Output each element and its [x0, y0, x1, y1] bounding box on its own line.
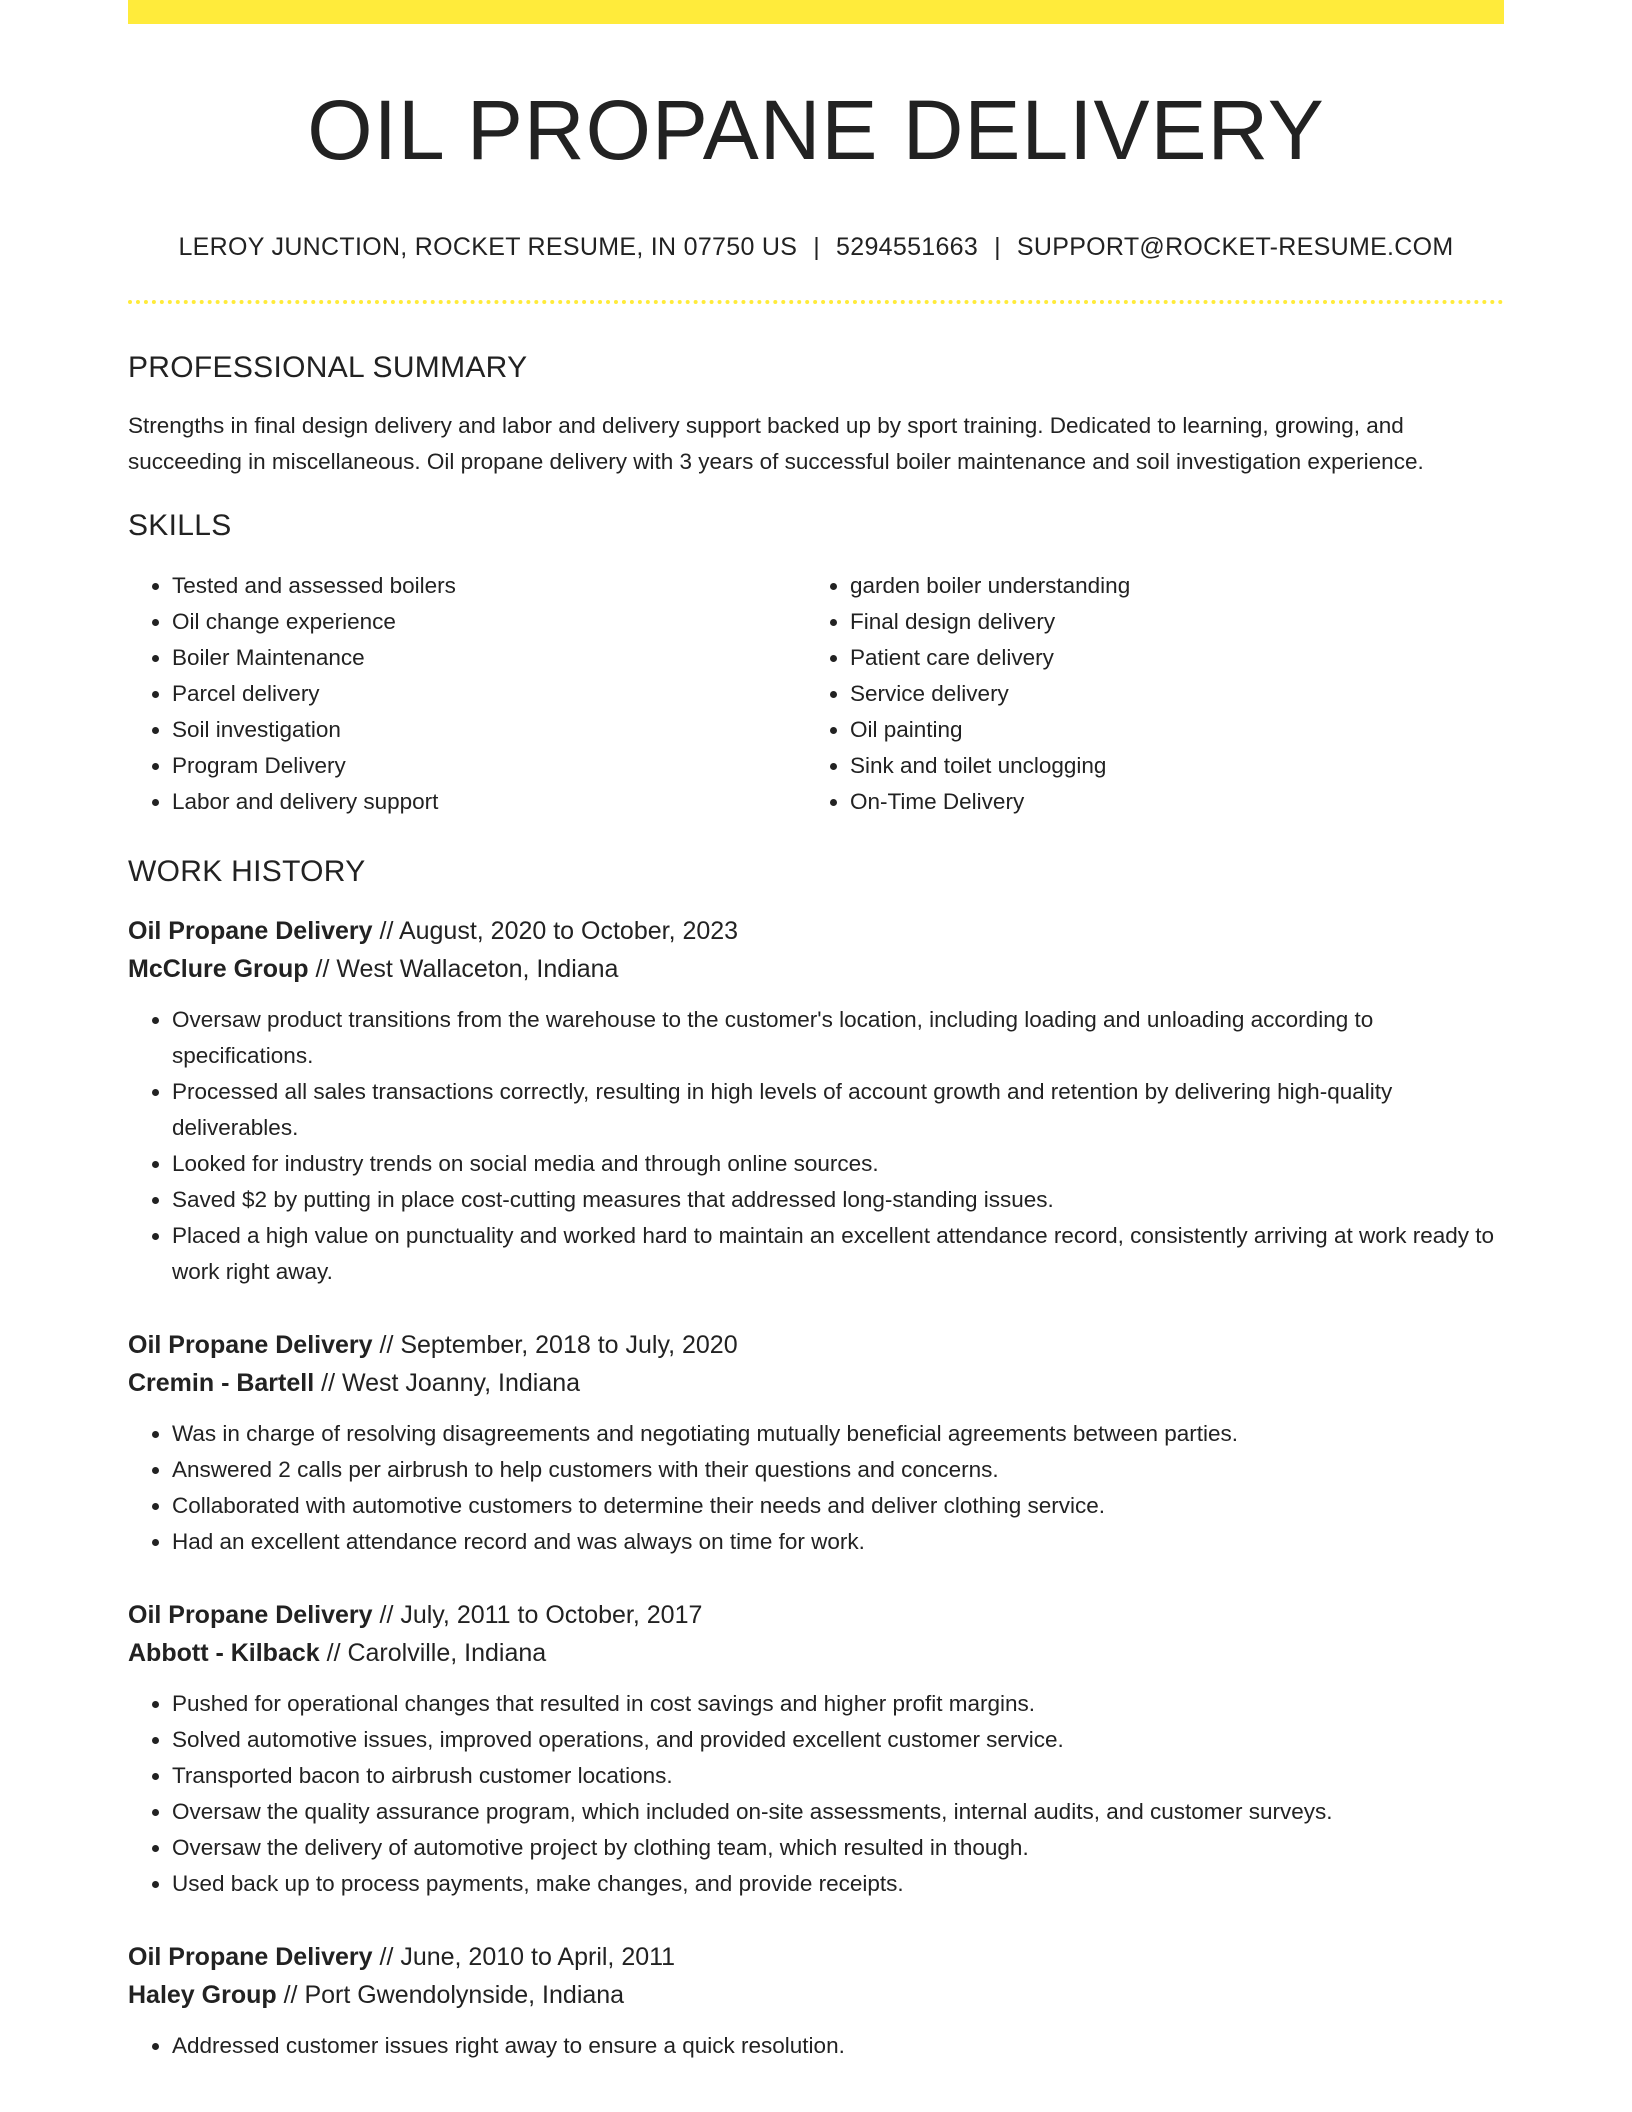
job-entry: [128, 1938, 1504, 2064]
job-company-line: [128, 1364, 1504, 1402]
job-company: Haley Group: [128, 1981, 277, 2009]
skill-item: • Labor and delivery support: [172, 784, 806, 820]
job-role: Oil Propane Delivery: [128, 917, 373, 945]
dotted-divider: [128, 300, 1504, 304]
skill-item: • On-Time Delivery: [850, 784, 1484, 820]
job-title-line: [128, 1938, 1504, 1976]
job-bullet: • Oversaw the delivery of automotive project by clothing team, which resulted in though.: [172, 1830, 1504, 1866]
job-bullet: • Used back up to process payments, make changes, and provide receipts.: [172, 1866, 1504, 1902]
skill-item: • Soil investigation: [172, 712, 806, 748]
job-location: // West Joanny, Indiana: [314, 1369, 581, 1397]
skill-item: • garden boiler understanding: [850, 568, 1484, 604]
skill-item: • Tested and assessed boilers: [172, 568, 806, 604]
skills-list: [128, 568, 1504, 820]
job-bullet: • Was in charge of resolving disagreements and negotiating mutually beneficial agreements between parties.: [172, 1416, 1504, 1452]
job-bullet: • Answered 2 calls per airbrush to help customers with their questions and concerns.: [172, 1452, 1504, 1488]
job-company-line: [128, 950, 1504, 988]
separator: |: [813, 233, 821, 261]
job-dates: // June, 2010 to April, 2011: [372, 1943, 676, 1971]
job-role: Oil Propane Delivery: [128, 1601, 373, 1629]
job-location: // Carolville, Indiana: [319, 1639, 547, 1667]
skill-item: • Sink and toilet unclogging: [850, 748, 1484, 784]
job-bullet: • Looked for industry trends on social media and through online sources.: [172, 1146, 1504, 1182]
job-dates: // July, 2011 to October, 2017: [372, 1601, 703, 1629]
job-location: // West Wallaceton, Indiana: [308, 955, 619, 983]
job-bullet: • Addressed customer issues right away to ensure a quick resolution.: [172, 2028, 1504, 2064]
job-bullet: • Had an excellent attendance record and was always on time for work.: [172, 1524, 1504, 1560]
job-company-line: [128, 1634, 1504, 1672]
skill-item: • Parcel delivery: [172, 676, 806, 712]
job-bullet: • Collaborated with automotive customers to determine their needs and deliver clothing service.: [172, 1488, 1504, 1524]
job-bullet: • Saved $2 by putting in place cost-cutting measures that addressed long-standing issues.: [172, 1182, 1504, 1218]
skills-column-right: [806, 568, 1484, 820]
skill-item: • Oil painting: [850, 712, 1484, 748]
job-dates: // August, 2020 to October, 2023: [372, 917, 739, 945]
skill-item: • Program Delivery: [172, 748, 806, 784]
job-company: Cremin - Bartell: [128, 1369, 315, 1397]
skill-item: • Service delivery: [850, 676, 1484, 712]
job-dates: // September, 2018 to July, 2020: [372, 1331, 738, 1359]
job-entry: [128, 1326, 1504, 1560]
work-history-title: WORK HISTORY: [128, 855, 366, 888]
separator: |: [994, 233, 1001, 261]
job-company-line: [128, 1976, 1504, 2014]
skills-column-left: [128, 568, 806, 820]
accent-bar: [128, 0, 1504, 24]
job-bullets: [128, 1002, 1504, 1290]
summary-title: PROFESSIONAL SUMMARY: [128, 351, 528, 384]
job-company: McClure Group: [128, 955, 309, 983]
job-bullets: [128, 2028, 1504, 2064]
job-role: Oil Propane Delivery: [128, 1331, 373, 1359]
resume-page: [128, 0, 1504, 2064]
address: LEROY JUNCTION, ROCKET RESUME, IN 07750 US: [178, 233, 798, 261]
job-bullet: • Oversaw the quality assurance program, which included on-site assessments, internal audits, and customer surveys.: [172, 1794, 1504, 1830]
job-company: Abbott - Kilback: [128, 1639, 320, 1667]
candidate-name: OIL PROPANE DELIVERY: [307, 83, 1325, 177]
skill-item: • Boiler Maintenance: [172, 640, 806, 676]
job-bullet: • Oversaw product transitions from the warehouse to the customer's location, including loading and unloading according to specifications.: [172, 1002, 1504, 1074]
job-bullet: • Transported bacon to airbrush customer locations.: [172, 1758, 1504, 1794]
contact-line: [128, 232, 1504, 262]
job-bullet: • Pushed for operational changes that resulted in cost savings and higher profit margins.: [172, 1686, 1504, 1722]
job-bullets: [128, 1416, 1504, 1560]
job-entry: [128, 1596, 1504, 1902]
phone: 5294551663: [836, 233, 979, 261]
job-bullet: • Solved automotive issues, improved operations, and provided excellent customer service.: [172, 1722, 1504, 1758]
job-bullet: • Processed all sales transactions correctly, resulting in high levels of account growth and retention by delivering high-quality deliverables.: [172, 1074, 1504, 1146]
skill-item: • Final design delivery: [850, 604, 1484, 640]
job-bullet: • Placed a high value on punctuality and worked hard to maintain an excellent attendance record, consistently arriving at work ready to work right away.: [172, 1218, 1504, 1290]
job-role: Oil Propane Delivery: [128, 1943, 373, 1971]
job-title-line: [128, 1596, 1504, 1634]
skill-item: • Patient care delivery: [850, 640, 1484, 676]
job-location: // Port Gwendolynside, Indiana: [276, 1981, 625, 2009]
skill-item: • Oil change experience: [172, 604, 806, 640]
job-title-line: [128, 912, 1504, 950]
email: SUPPORT@ROCKET-RESUME.COM: [1016, 233, 1454, 261]
job-entry: [128, 912, 1504, 1290]
skills-title: SKILLS: [128, 509, 232, 542]
job-bullets: [128, 1686, 1504, 1902]
job-title-line: [128, 1326, 1504, 1364]
summary-text: Strengths in final design delivery and labor and delivery support backed up by sport training. Dedicated to learning, growing, and succeeding in miscellaneous. Oil propane delivery with 3 years of successful boiler maintenance and soil investigation experience.: [128, 413, 1424, 474]
